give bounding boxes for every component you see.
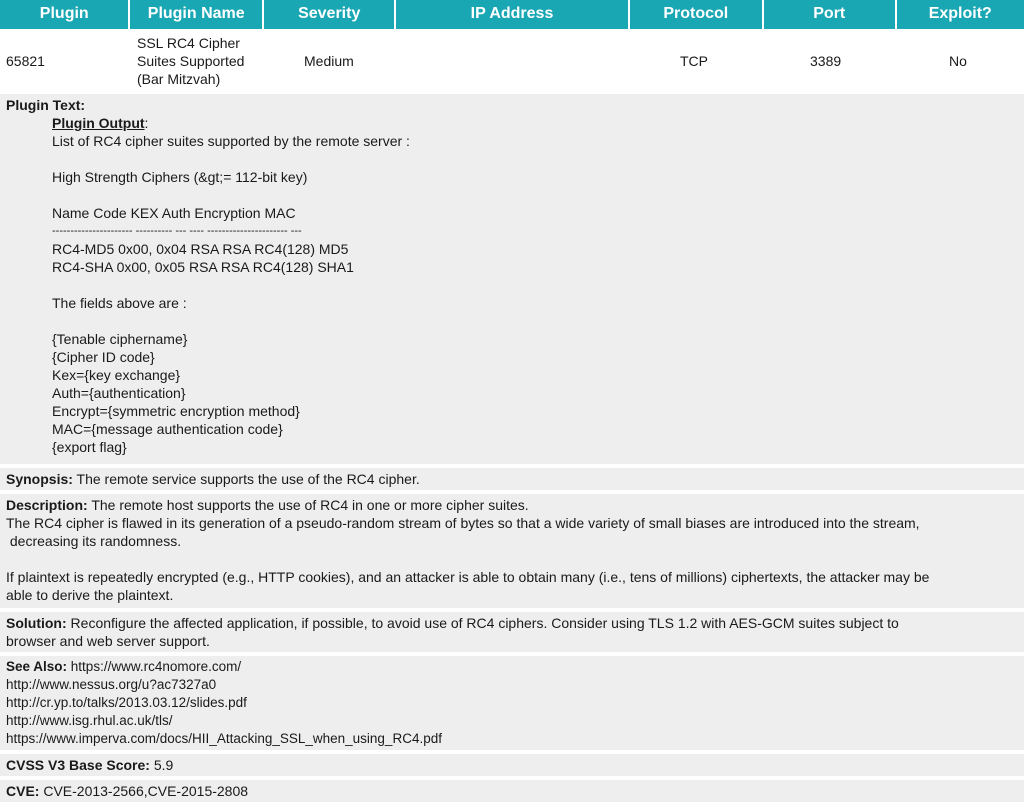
description-section xyxy=(0,494,1024,608)
output-line: List of RC4 cipher suites supported by the remote server : xyxy=(52,133,410,149)
output-blank-line xyxy=(52,186,410,204)
description-first-line: The remote host supports the use of RC4 in one or more cipher suites. xyxy=(91,497,529,513)
see-also-link: http://www.nessus.org/u?ac7327a0 xyxy=(6,677,217,692)
table-row xyxy=(0,31,1024,92)
description-line: If plaintext is repeatedly encrypted (e.g., HTTP cookies), and an attacker is able to obtain many (i.e., tens of millions) ciphertexts, the attacker may be xyxy=(6,569,930,585)
cell-port: 3389 xyxy=(810,53,842,69)
plugin-name-line: SSL RC4 Cipher xyxy=(137,35,240,51)
cvss-section xyxy=(0,754,1024,776)
description-blank-line xyxy=(6,550,929,568)
header-protocol: Protocol xyxy=(630,0,762,29)
cell-severity: Medium xyxy=(304,53,354,69)
plugin-output-lines xyxy=(52,132,410,456)
cve-value: CVE-2013-2566,CVE-2015-2808 xyxy=(43,783,249,799)
plugin-text-section xyxy=(0,94,1024,464)
output-line: High Strength Ciphers (&gt;= 112-bit key) xyxy=(52,169,308,185)
output-blank-line xyxy=(52,312,410,330)
header-exploit: Exploit? xyxy=(897,0,1024,29)
output-line: Name Code KEX Auth Encryption MAC xyxy=(52,205,296,221)
plugin-text-label: Plugin Text: xyxy=(6,97,86,113)
see-also-label: See Also: xyxy=(6,659,68,674)
description-line: decreasing its randomness. xyxy=(6,533,182,549)
cve-section xyxy=(0,780,1024,802)
output-line: Kex={key exchange} xyxy=(52,367,181,383)
output-line: MAC={message authentication code} xyxy=(52,421,283,437)
output-line: RC4-SHA 0x00, 0x05 RSA RSA RC4(128) SHA1 xyxy=(52,259,354,275)
cvss-label: CVSS V3 Base Score: xyxy=(6,757,150,773)
output-blank-line xyxy=(52,150,410,168)
output-line: {Cipher ID code} xyxy=(52,349,155,365)
description-line: able to derive the plaintext. xyxy=(6,587,174,603)
output-line: Encrypt={symmetric encryption method} xyxy=(52,403,300,419)
output-line: ---------------------- ---------- --- ---- ---------------------- --- xyxy=(52,225,302,237)
header-severity: Severity xyxy=(264,0,394,29)
solution-label: Solution: xyxy=(6,615,67,631)
description-line: The RC4 cipher is flawed in its generation of a pseudo-random stream of bytes so that a wide variety of small biases are introduced into the stream, xyxy=(6,515,920,531)
plugin-output-heading xyxy=(52,114,148,132)
output-line: RC4-MD5 0x00, 0x04 RSA RSA RC4(128) MD5 xyxy=(52,241,349,257)
output-line: {export flag} xyxy=(52,439,127,455)
synopsis-text: The remote service supports the use of the RC4 cipher. xyxy=(76,471,420,487)
plugin-output-label: Plugin Output xyxy=(52,115,145,131)
cell-protocol: TCP xyxy=(680,53,708,69)
cve-label: CVE: xyxy=(6,783,40,799)
solution-line: browser and web server support. xyxy=(6,633,210,649)
see-also-link: https://www.rc4nomore.com/ xyxy=(70,659,242,674)
see-also-link: http://www.isg.rhul.ac.uk/tls/ xyxy=(6,713,173,728)
see-also-link: https://www.imperva.com/docs/HII_Attacking_SSL_when_using_RC4.pdf xyxy=(6,731,442,746)
header-plugin: Plugin xyxy=(0,0,128,29)
cell-plugin-name xyxy=(137,34,267,88)
output-line: The fields above are : xyxy=(52,295,187,311)
table-header xyxy=(0,0,1024,29)
output-line: Auth={authentication} xyxy=(52,385,186,401)
cvss-value: 5.9 xyxy=(153,757,174,773)
plugin-name-line: (Bar Mitzvah) xyxy=(137,71,221,87)
header-plugin-name: Plugin Name xyxy=(130,0,261,29)
see-also-link: http://cr.yp.to/talks/2013.03.12/slides.pdf xyxy=(6,695,247,710)
header-ip-address: IP Address xyxy=(396,0,627,29)
output-blank-line xyxy=(52,276,410,294)
see-also-section xyxy=(0,656,1024,750)
solution-first-line: Reconfigure the affected application, if possible, to avoid use of RC4 ciphers. Consider using TLS 1.2 with AES-GCM suites subject to xyxy=(70,615,899,631)
plugin-output-suffix: : xyxy=(144,115,149,131)
synopsis-label: Synopsis: xyxy=(6,471,73,487)
cell-plugin-id: 65821 xyxy=(6,53,45,69)
solution-section xyxy=(0,612,1024,652)
plugin-name-line: Suites Supported xyxy=(137,53,245,69)
cell-exploit: No xyxy=(949,53,967,69)
output-line: {Tenable ciphername} xyxy=(52,331,188,347)
header-port: Port xyxy=(764,0,894,29)
synopsis-section xyxy=(0,468,1024,490)
description-label: Description: xyxy=(6,497,88,513)
